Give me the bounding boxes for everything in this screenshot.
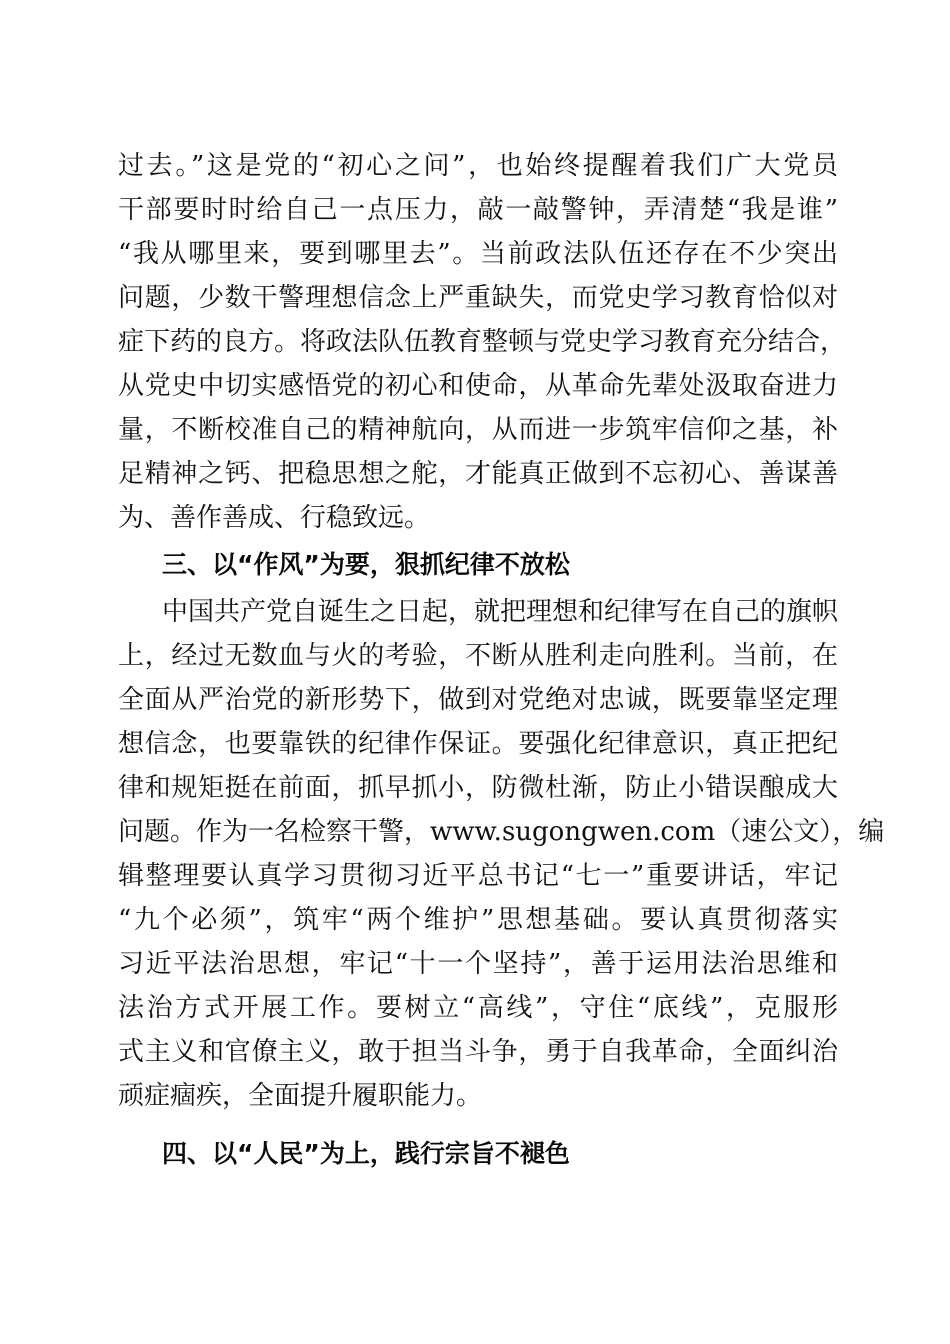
paragraph-2 bbox=[118, 590, 885, 1118]
document-body bbox=[118, 144, 885, 1179]
text-line: 足精神之钙、把稳思想之舵，才能真正做到不忘初心、善谋善 bbox=[118, 459, 838, 489]
text-line: 顽症痼疾，全面提升履职能力。 bbox=[118, 1081, 483, 1111]
text-line: 式主义和官僚主义，敢于担当斗争，勇于自我革命，全面纠治 bbox=[118, 1037, 838, 1067]
text-line: “我从哪里来，要到哪里去”。当前政法队伍还存在不少突出 bbox=[118, 239, 838, 269]
text-line: 想信念，也要靠铁的纪律作保证。要强化纪律意识，真正把纪 bbox=[118, 729, 838, 759]
text-line: 习近平法治思想，牢记“十一个坚持”，善于运用法治思维和 bbox=[118, 949, 838, 979]
text-line: 法治方式开展工作。要树立“高线”，守住“底线”，克服形 bbox=[118, 993, 838, 1023]
text-line: “九个必须”，筑牢“两个维护”思想基础。要认真贯彻落实 bbox=[118, 905, 838, 935]
text-line: 中国共产党自诞生之日起，就把理想和纪律写在自己的旗帜 bbox=[162, 597, 839, 627]
section-heading-3: 三、以“作风”为要，狠抓纪律不放松 bbox=[162, 550, 570, 579]
section-heading-4: 四、以“人民”为上，践行宗旨不褪色 bbox=[162, 1139, 570, 1168]
text-line: 辑整理要认真学习贯彻习近平总书记“七一”重要讲话，牢记 bbox=[118, 861, 838, 891]
text-line: 为、善作善成、行稳致远。 bbox=[118, 503, 431, 533]
text-line: 从党史中切实感悟党的初心和使命，从革命先辈处汲取奋进力 bbox=[118, 371, 838, 401]
text-line: 律和规矩挺在前面，抓早抓小，防微杜渐，防止小错误酿成大 bbox=[118, 773, 838, 803]
text-line: 问题。作为一名检察干警，www.sugongwen.com（速公文），编 bbox=[118, 817, 885, 847]
text-line: 问题，少数干警理想信念上严重缺失，而党史学习教育恰似对 bbox=[118, 283, 838, 313]
text-line: 量，不断校准自己的精神航向，从而进一步筑牢信仰之基，补 bbox=[118, 415, 838, 445]
text-line: 过去。”这是党的“初心之问”，也始终提醒着我们广大党员 bbox=[118, 151, 838, 181]
text-line: 上，经过无数血与火的考验，不断从胜利走向胜利。当前，在 bbox=[118, 641, 838, 671]
paragraph-1 bbox=[118, 144, 847, 540]
text-line: 干部要时时给自己一点压力，敲一敲警钟，弄清楚“我是谁” bbox=[118, 195, 838, 225]
text-line: 症下药的良方。将政法队伍教育整顿与党史学习教育充分结合， bbox=[118, 327, 847, 357]
text-line: 全面从严治党的新形势下，做到对党绝对忠诚，既要靠坚定理 bbox=[118, 685, 838, 715]
